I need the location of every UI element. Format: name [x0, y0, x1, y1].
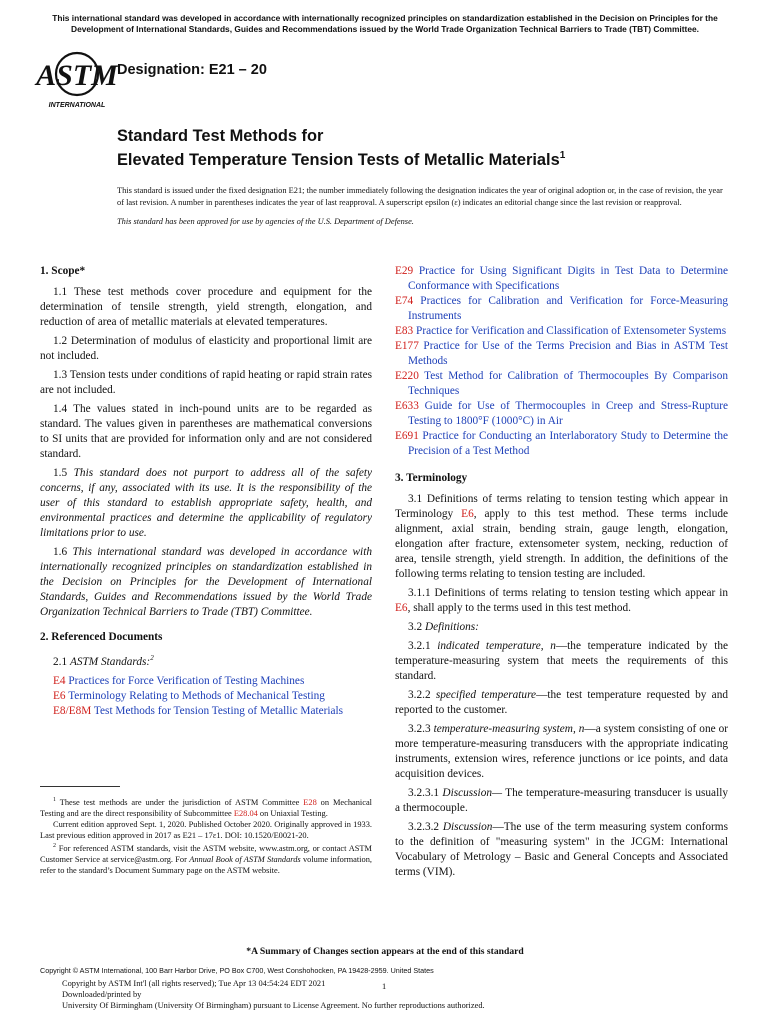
para-1-4: 1.4 The values stated in inch-pound units are to be regarded as standard. The values given in parentheses are mathematical conversions to SI units that are provided for information only and are not considered standard.: [40, 403, 372, 460]
ref-code: E4: [53, 674, 66, 687]
logo-mark: ASTM: [36, 59, 118, 92]
intro-notes: [117, 185, 729, 234]
para-3-2-2: 3.2.2 specified temperature—the test temperature requested by and reported to the customer.: [395, 689, 728, 716]
ref-code: E74: [395, 295, 414, 307]
ref-title: Guide for Use of Thermocouples in Creep and Stress-Rupture Testing to 1800°F (1000°C) in Air: [408, 400, 729, 427]
para-3-2-3: 3.2.3 temperature-measuring system, n—a system consisting of one or more temperature-measuring transducers with the appropriate indicating instruments, extension wires, reference junctions or ice points, and data acquisition devices.: [395, 723, 729, 780]
para-3-2-1: 3.2.1 indicated temperature, n—the temperature indicated by the temperature-measuring system that meets the requirements of this standard.: [395, 640, 728, 682]
para-3-2-3-2: 3.2.3.2 Discussion—The use of the term measuring system conforms to the definition of "measuring system" in the JCGM: International Vocabulary of Metrology – Basic and General Concepts and Associated terms (VIM).: [395, 821, 728, 878]
subcommittee-link[interactable]: E28.04: [233, 808, 258, 818]
para-1-2: 1.2 Determination of modulus of elasticity and proportional limit are not included.: [40, 335, 372, 362]
ref-code: E177: [395, 340, 419, 352]
para-3-2: 3.2 Definitions:: [408, 621, 479, 633]
right-column: [395, 264, 728, 884]
designation: Designation: E21 – 20: [117, 62, 267, 78]
ref-title: Test Method for Calibration of Thermocouples By Comparison Techniques: [408, 370, 728, 397]
ref-title: Practices for Force Verification of Testing Machines: [68, 674, 305, 687]
reference-item[interactable]: [395, 369, 728, 399]
license-footer: [62, 978, 485, 1011]
document-title: [117, 126, 737, 170]
title-line-1: Standard Test Methods for: [117, 127, 324, 145]
ref-code: E8/E8M: [53, 704, 92, 717]
term-link-e6[interactable]: E6: [461, 508, 474, 520]
footnote-1: $^1$ These test methods are under the jurisdiction of ASTM Committee E28 on Mechanical Testing and are the direct responsibility of Subcommittee E28.04 on Uniaxial Testing.: [40, 797, 373, 818]
reference-list-right: [395, 264, 728, 459]
ref-title: Terminology Relating to Methods of Mechanical Testing: [68, 689, 325, 702]
ref-code: E691: [395, 430, 419, 442]
reference-item[interactable]: [395, 324, 728, 339]
edition-note: Current edition approved Sept. 1, 2020. Published October 2020. Originally approved in 1933. Last previous edition approved in 2017 as E21 – 17ε1. DOI: 10.1520/E0021-20.: [40, 819, 372, 840]
section-1-heading: 1. Scope*: [40, 265, 86, 277]
ref-code: E6: [53, 689, 66, 702]
footnotes: [40, 795, 372, 876]
ref-code: E83: [395, 325, 414, 337]
section-3-heading: 3. Terminology: [395, 472, 468, 484]
footnote-divider: [40, 786, 120, 787]
reference-item[interactable]: [395, 339, 728, 369]
top-notice: This international standard was developed in accordance with internationally recognized principles on standardization established in the Decision on Principles for the Development of International Standards, Guides and Recommendations issued by the World Trade Organization Technical Barriers to Trade (TBT) Committee.: [52, 13, 718, 34]
footer-line: Copyright by ASTM Int'l (all rights reserved); Tue Apr 13 04:54:24 EDT 2021: [62, 979, 326, 988]
para-3-1: 3.1 Definitions of terms relating to tension testing which appear in Terminology E6, apply to this test method. These terms include alignment, axial strain, bending strain, gauge length, elongation, elongation after fracture, extensometer system, necking, reduction of area, tensile strength, yield strength. In addition, the definitions of the following terms relating to tension testing are included.: [395, 493, 728, 580]
reference-item[interactable]: [40, 689, 372, 704]
reference-item[interactable]: [395, 429, 728, 459]
term-link-e6[interactable]: E6: [395, 602, 408, 614]
reference-item[interactable]: [40, 704, 372, 719]
ref-title: Practice for Conducting an Interlaboratory Study to Determine the Precision of a Test Method: [408, 430, 729, 457]
para-1-3: 1.3 Tension tests under conditions of rapid heating or rapid strain rates are not included.: [40, 369, 372, 396]
ref-title: Practice for Verification and Classification of Extensometer Systems: [416, 325, 727, 337]
ref-title: Practices for Calibration and Verification for Force-Measuring Instruments: [408, 295, 728, 322]
para-1-5: 1.5 This standard does not purport to address all of the safety concerns, if any, associated with its use. It is the responsibility of the user of this standard to establish appropriate safety, health, and environmental practices and determine the applicability of regulatory limitations prior to use.: [40, 467, 372, 539]
logo-sub: INTERNATIONAL: [48, 102, 106, 109]
reference-item[interactable]: [40, 674, 372, 689]
summary-of-changes-note: *A Summary of Changes section appears at the end of this standard: [246, 946, 524, 957]
para-1-6: 1.6 This international standard was developed in accordance with internationally recognized principles on standardization established in the Decision on Principles for the Development of International Standards, Guides and Recommendations issued by the World Trade Organization Technical Barriers to Trade (TBT) Committee.: [40, 546, 372, 618]
reference-item[interactable]: [395, 399, 728, 429]
footer-line: University Of Birmingham (University Of Birmingham) pursuant to License Agreement. No further reproductions authorized.: [62, 1001, 485, 1010]
intro-paragraph: This standard is issued under the fixed designation E21; the number immediately following the designation indicates the year of original adoption or, in the case of revision, the year of last revision. A number in parentheses indicates the year of last reapproval. A superscript epsilon (ε) indicates an editorial change since the last revision or reapproval.: [117, 186, 723, 208]
para-2-1: 2.1 ASTM Standards:$^2$: [53, 654, 154, 668]
dod-note: This standard has been approved for use by agencies of the U.S. Department of Defense.: [117, 216, 414, 226]
title-footnote-ref[interactable]: 1: [559, 150, 566, 161]
reference-list-left: [40, 674, 372, 719]
ref-title: Practice for Use of the Terms Precision and Bias in ASTM Test Methods: [408, 340, 728, 367]
ref-code: E29: [395, 265, 414, 277]
footnote-2: $^2$ For referenced ASTM standards, visit the ASTM website, www.astm.org, or contact ASTM Customer Service at service@astm.org. For Annual Book of ASTM Standards volume information, refer to the standard’s Document Summary page on the ASTM website.: [40, 842, 372, 875]
section-2-heading: 2. Referenced Documents: [40, 631, 163, 643]
page-number: 1: [382, 982, 387, 991]
reference-item[interactable]: [395, 264, 728, 294]
committee-link[interactable]: E28: [303, 797, 317, 807]
ref-title: Test Methods for Tension Testing of Metallic Materials: [93, 704, 344, 717]
astm-logo: [36, 50, 118, 110]
ref-code: E633: [395, 400, 419, 412]
ref-title: Practice for Using Significant Digits in Test Data to Determine Conformance with Specifications: [408, 265, 728, 292]
ref-code: E220: [395, 370, 419, 382]
para-3-1-1: 3.1.1 Definitions of terms relating to tension testing which appear in E6, shall apply to the terms used in this test method.: [395, 587, 728, 614]
footer-line: Downloaded/printed by: [62, 990, 142, 999]
para-1-1: 1.1 These test methods cover procedure and equipment for the determination of tensile strength, yield strength, elongation, and reduction of area of metallic materials at elevated temperatures.: [40, 286, 372, 328]
reference-item[interactable]: [395, 294, 728, 324]
para-3-2-3-1: 3.2.3.1 Discussion— The temperature-measuring transducer is usually a thermocouple.: [395, 787, 728, 814]
left-column: [40, 264, 372, 719]
title-line-2: Elevated Temperature Tension Tests of Metallic Materials$^1$: [117, 150, 566, 169]
copyright-line: Copyright © ASTM International, 100 Barr Harbor Drive, PO Box C700, West Conshohocken, PA 19428-2959. United States: [40, 966, 434, 975]
